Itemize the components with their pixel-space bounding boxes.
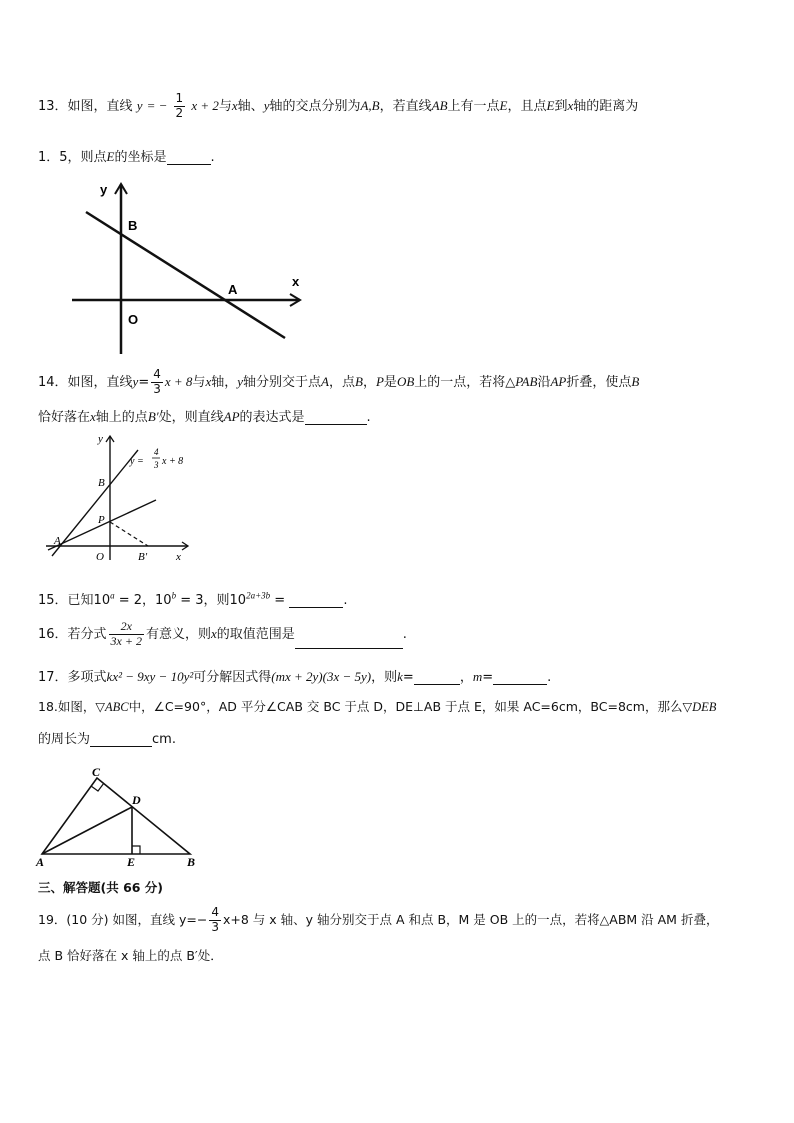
label-b: B xyxy=(187,855,196,868)
q18-text: 的周长为 xyxy=(38,732,91,747)
q14-var: y xyxy=(237,373,244,389)
line-ab xyxy=(86,212,285,338)
q14-var: OB xyxy=(396,373,415,389)
q17-var: k xyxy=(397,669,403,684)
q13-number: 13．如图，直线 xyxy=(38,98,133,114)
q15-text: . xyxy=(343,593,348,608)
q13-text: 1．5，则点 xyxy=(38,150,107,165)
label-o: O xyxy=(96,551,104,563)
q14-frac-den: 3 xyxy=(153,381,161,396)
q19-line2: 点 B 恰好落在 x 轴上的点 B′处． xyxy=(38,948,223,963)
label-e: E xyxy=(127,855,136,868)
q14-var: B′ xyxy=(147,409,159,424)
q14-text: 的表达式是 xyxy=(239,410,305,425)
q16-text: . xyxy=(402,626,407,642)
q14-text: 折叠，使点 xyxy=(566,374,632,390)
q13-line2 xyxy=(38,146,215,165)
q16-fraction xyxy=(109,620,144,649)
q17-polynomial: kx² − 9xy − 10y² xyxy=(106,669,194,684)
label-o: O xyxy=(128,312,139,327)
dashed-pb-prime xyxy=(110,522,148,546)
q19-text: 19．(10 分) 如图，直线 y=− xyxy=(38,911,208,927)
q14-eq-rest: x + 8 xyxy=(164,373,193,389)
label-b: B xyxy=(128,218,138,233)
q16-var: x xyxy=(211,625,217,641)
q13-text: 轴的交点分别为 xyxy=(269,98,361,114)
answer-blank-m[interactable] xyxy=(493,672,547,685)
q19-text: x+8 与 x 轴、y 轴分别交于点 A 和点 B，M 是 OB 上的一点，若将△ABM 沿 AM 折叠， xyxy=(222,911,719,927)
q14-text: 处，则直线 xyxy=(158,410,224,425)
label-a: A xyxy=(228,282,238,297)
q14-var: B xyxy=(355,373,363,389)
q14-figure xyxy=(40,430,210,565)
answer-blank[interactable] xyxy=(305,412,367,425)
label-x: x xyxy=(292,274,300,289)
label-x: x xyxy=(176,551,181,563)
q16-text: 16．若分式 xyxy=(38,626,107,642)
q13-frac-den: 2 xyxy=(175,105,184,120)
q14-var: x xyxy=(90,409,96,424)
q13-text: 的坐标是 xyxy=(114,150,167,165)
q13-text: ，若直线 xyxy=(379,98,432,114)
q14-var: △PAB xyxy=(505,373,538,389)
q13-text: 与 xyxy=(218,98,232,114)
q14-line2 xyxy=(38,406,371,425)
q14-text: ， xyxy=(362,374,376,390)
q15-text: = 2，10 xyxy=(114,593,172,608)
line-eq-rest: x + 8 xyxy=(162,456,184,467)
q14-fraction xyxy=(151,368,163,397)
line-eq-frac-den: 3 xyxy=(154,460,159,470)
q13-var: x xyxy=(567,97,574,113)
q18-figure xyxy=(34,764,204,868)
label-p: P xyxy=(98,514,105,526)
q14-text: 上的一点，若将 xyxy=(414,374,506,390)
q17-text: = xyxy=(482,670,494,685)
answer-blank-k[interactable] xyxy=(414,672,460,685)
q18-triangle: ▽DEB xyxy=(682,700,717,714)
q18-text: 中，∠C=90°，AD 平分∠CAB 交 BC 于点 D，DE⊥AB 于点 E，如果 AC=6cm，BC=8cm，那么 xyxy=(128,699,683,714)
q13-fraction xyxy=(174,92,186,121)
q14-var: x xyxy=(205,373,212,389)
q13-eq-minus: = − xyxy=(146,97,168,113)
line-eq-frac-num: 4 xyxy=(154,447,159,457)
answer-blank[interactable] xyxy=(167,152,211,165)
q16-frac-num: 2x xyxy=(109,620,144,635)
q13-frac-num: 1 xyxy=(175,91,184,105)
q17-text: = xyxy=(402,670,414,685)
q13-text: 到 xyxy=(554,98,568,114)
q18-triangle: ▽ABC xyxy=(95,700,129,714)
q14-text: 恰好落在 xyxy=(38,410,91,425)
q13-line1 xyxy=(38,92,638,121)
q14-text: 轴上的点 xyxy=(95,410,148,425)
q14-text: ，点 xyxy=(328,374,355,390)
right-angle-e xyxy=(132,846,140,854)
q13-text: 轴的距离为 xyxy=(573,98,639,114)
q19-fraction xyxy=(209,906,221,935)
q14-text: 轴分别交于点 xyxy=(243,374,322,390)
q13-text: . xyxy=(210,150,215,165)
label-y: y xyxy=(98,433,103,445)
q15-text: = xyxy=(270,593,286,608)
q14-var: AP xyxy=(550,373,567,389)
q19-frac-den: 3 xyxy=(211,919,219,934)
q13-var: E xyxy=(499,97,508,113)
q13-var: AB xyxy=(431,97,448,113)
q16 xyxy=(38,620,407,649)
label-b-prime: B′ xyxy=(138,551,148,563)
q14-var: y xyxy=(132,373,139,389)
section-heading: 三、解答题(共 66 分) xyxy=(38,880,164,895)
q14-text: 沿 xyxy=(537,374,551,390)
q17-text: 可分解因式得 xyxy=(193,670,272,685)
q18-text: 18.如图， xyxy=(38,699,96,714)
line-equation-label: y = xyxy=(130,456,144,467)
label-b: B xyxy=(98,477,105,489)
q15-exp: b xyxy=(171,590,177,601)
q15-text: 15．已知10 xyxy=(38,593,111,608)
q19-line1 xyxy=(38,906,718,935)
q13-text: 轴、 xyxy=(237,98,264,114)
q15-exp: 2a+3b xyxy=(246,590,271,601)
q13-var: A,B xyxy=(360,97,380,113)
label-d: D xyxy=(132,793,141,807)
label-y: y xyxy=(100,182,108,197)
q13-var: y xyxy=(263,97,270,113)
q14-text: 与 xyxy=(192,374,206,390)
q19-frac-num: 4 xyxy=(211,905,219,919)
q14-frac-num: 4 xyxy=(153,367,161,381)
q16-text: 有意义，则 xyxy=(145,626,211,642)
q14-line1 xyxy=(38,368,639,397)
q14-text: 是 xyxy=(383,374,397,390)
segment-ad xyxy=(42,807,132,854)
q13-text: 上有一点 xyxy=(447,98,500,114)
q16-text: 的取值范围是 xyxy=(216,626,295,642)
label-a: A xyxy=(54,535,61,547)
q15-text: = 3，则10 xyxy=(176,593,247,608)
q14-text: . xyxy=(366,410,371,425)
q18-text: cm. xyxy=(152,732,176,747)
q14-text: = xyxy=(138,374,150,390)
q14-var: AP xyxy=(223,409,240,424)
answer-blank[interactable] xyxy=(289,595,343,608)
q17-factored: (mx + 2y)(3x − 5y) xyxy=(271,669,372,684)
q15-exp: a xyxy=(110,590,115,601)
q14-text: 轴， xyxy=(211,374,238,390)
q13-var: x xyxy=(231,97,238,113)
q14-var: P xyxy=(375,373,384,389)
q13-var: E xyxy=(106,149,115,164)
q17 xyxy=(38,666,551,685)
q13-text: ，且点 xyxy=(507,98,547,114)
q17-text: . xyxy=(547,670,552,685)
q17-text: ，则 xyxy=(371,670,398,685)
q14-var: B xyxy=(631,373,640,389)
q13-var: E xyxy=(546,97,555,113)
q13-figure xyxy=(60,178,310,358)
q17-text: 17．多项式 xyxy=(38,670,107,685)
q18-line2 xyxy=(38,728,176,747)
q13-eq-rest: x + 2 xyxy=(191,97,219,113)
q15 xyxy=(38,589,347,608)
label-a: A xyxy=(36,855,45,868)
label-c: C xyxy=(92,765,101,779)
q14-number: 14．如图，直线 xyxy=(38,374,133,390)
q16-frac-den: 3x + 2 xyxy=(110,633,142,648)
q14-var: A xyxy=(321,373,329,389)
line-ab xyxy=(52,450,138,556)
q18-line1 xyxy=(38,697,716,715)
answer-blank[interactable] xyxy=(295,636,403,649)
answer-blank[interactable] xyxy=(90,734,152,747)
q17-var: m xyxy=(472,669,483,684)
q13-eq-y: y xyxy=(136,97,143,113)
q17-text: ， xyxy=(459,670,473,685)
